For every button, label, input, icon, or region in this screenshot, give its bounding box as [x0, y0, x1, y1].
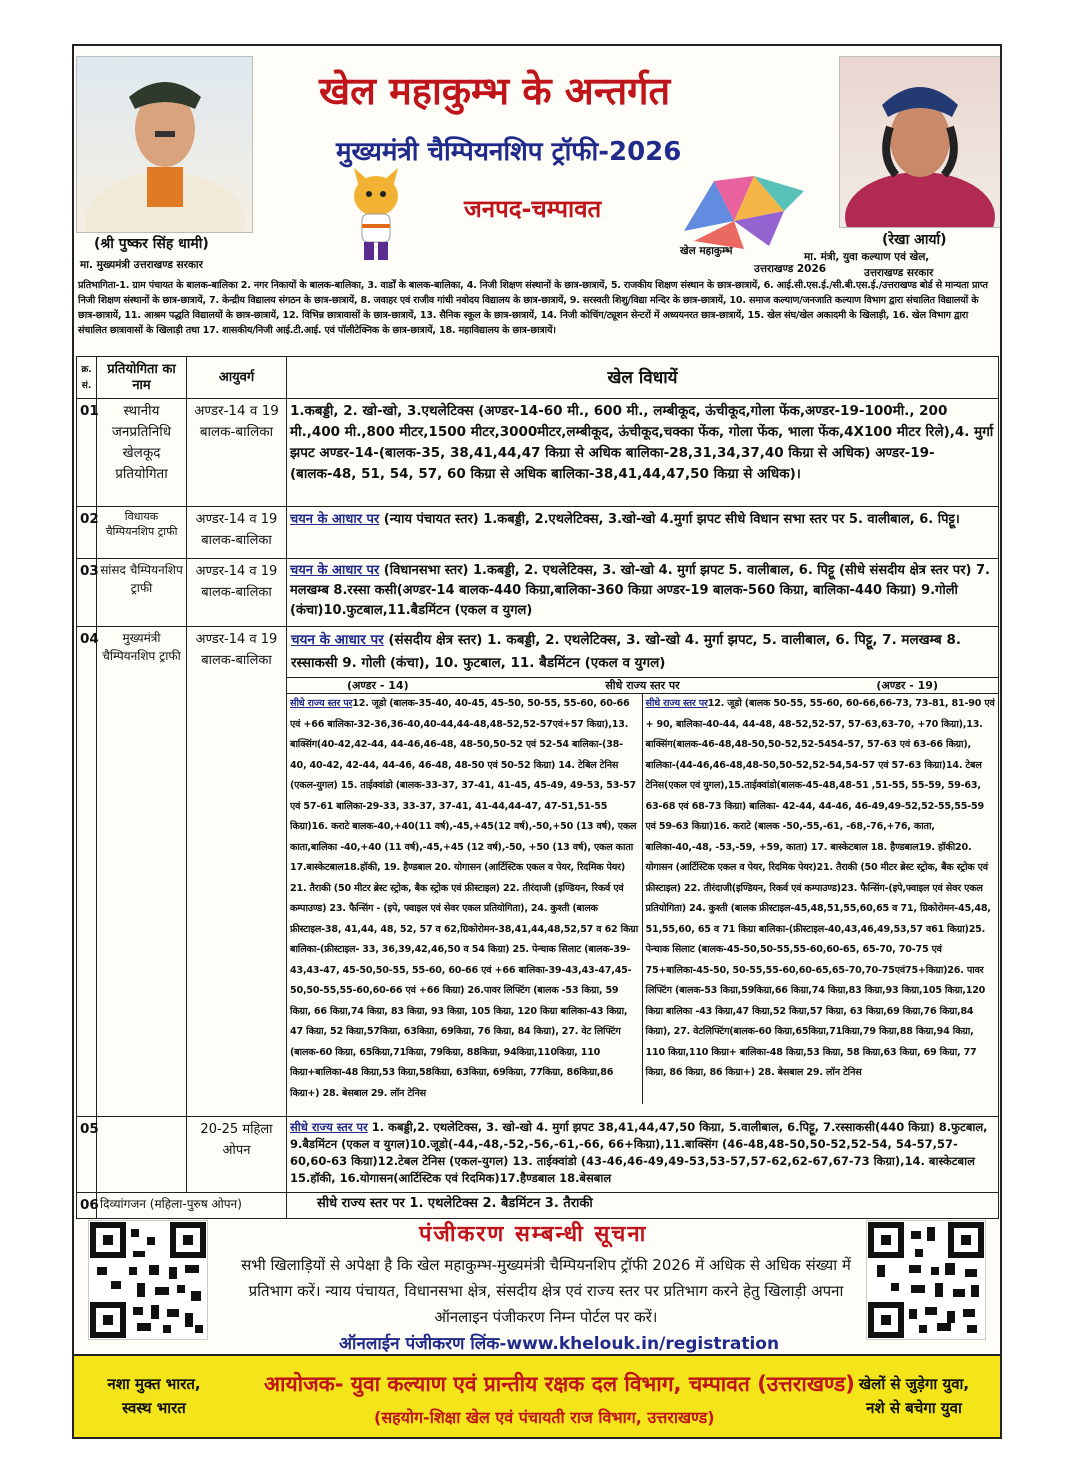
right-person-designation-2: उत्तराखण्ड सरकार — [864, 267, 934, 279]
events-lead: सीधे राज्य स्तर पर — [290, 1120, 368, 1134]
header-sno: क्र. सं. — [77, 357, 97, 399]
row-events — [287, 627, 999, 1117]
header-competition: प्रतियोगिता का नाम — [97, 357, 187, 399]
row-sno: 06 — [77, 1193, 97, 1219]
row-age: अण्डर-14 व 19 बालक-बालिका — [187, 507, 287, 559]
footer-slogan-left — [84, 1372, 224, 1420]
u19-text: 12. जूडो (बालक 50-55, 55-60, 60-66,66-73, 73-81, 81-90 एवं + 90, बालिका-40-44, 44-48, 48-52,52-57, 57-63,63-70, +70 किग्रा),13. बाक्सिंग(बालक-46-48,48-50,50-52,52-5454-57, 57-63 एवं 63-66 किग्रा), बालिका-(44-46,46-48,48-50,50-52,52-54,54-57 एवं 57-63 किग्रा)14. टेबल टेनिस(एकल एवं युगल),15.ताईक्वांडो(बालक-45-48,48-51 ,51-55, 55-59, 59-63, 63-68 एवं 68-73 किग्रा) बालिका- 42-44, 44-46, 46-49,49-52,52-55,55-59 एवं 59-63 किग्रा)16. कराटे (बालक -50,-55,-61, -68,-76,+76, काता, बालिका-40,-48, -53,-59, +59, काता) 17. बास्केटबाल 18. हैण्डबाल19. हॉकी20. योगासन (आर्टिस्टिक एकल व पेयर, रिदमिक पेयर)21. तैराकी (50 मीटर ब्रेस्ट स्ट्रोक, बैक स्ट्रोक एवं फ्रीस्टाइल) 22. तीरंदाजी(इण्डियन, रिकर्व एवं कम्पाउण्ड)23. फैन्सिंग-(इपे,फ्वाइल एवं सेवर एकल प्रतियोगिता) 24. कुश्ती (बालक फ्रीस्टाइल-45,48,51,55,60,65 व 71, ग्रिकोरोमन-45,48, 51,55,60, 65 व 71 किग्रा बालिका-(फ्रीस्टाइल-40,43,46,49,53,57 व61 किग्रा)25. पेन्चाक सिलाट (बालक-45-50,50-55,55-60,60-65, 65-70, 70-75 एवं 75+बालिका-45-50, 50-55,55-60,60-65,65-70,70-75एवं75+किग्रा)26. पावर लिफ्टिंग (बालक-53 किग्रा,59किग्रा,66 किग्रा,74 किग्रा,83 किग्रा,93 किग्रा,105 किग्रा,120 किग्रा बालिका -43 किग्रा,47 किग्रा,52 किग्रा,57 किग्रा, 63 किग्रा,69 किग्रा,76 किग्रा,84 किग्रा), 27. वेटलिफ्टिंग(बालक-60 किग्रा,65किग्रा,71किग्रा,79 किग्रा,88 किग्रा,94 किग्रा, 110 किग्रा,110 किग्रा+ बालिका-48 किग्रा,53 किग्रा, 58 किग्रा,63 किग्रा, 69 किग्रा, 77 किग्रा, 86 किग्रा, 86 किग्रा+) 28. बेसबाल 29. लॉन टेनिस — [645, 698, 995, 1078]
row-age: अण्डर-14 व 19 बालक-बालिका — [187, 627, 287, 1117]
sub-header — [287, 677, 998, 693]
row-age: अण्डर-14 व 19 बालक-बालिका — [187, 399, 287, 507]
events-text: 1. कबड्डी,2. एथलेटिक्स, 3. खो-खो 4. मुर्गा झपट 38,41,44,47,50 किग्रा, 5.वालीबाल, 6.पिट्टू, 7.रस्साकसी(440 किग्रा) 8.फुटबाल, 9.बैडमिंटन (एकल व युगल)10.जूडो(-44,-48,-52,-56,-61,-66, 66+किग्रा),11.बाक्सिंग (46-48,48-50,50-52,52-54, 54-57,57-60,60-63 किग्रा)12.टेबल टेनिस (एकल-युगल) 13. ताईक्वांडो (43-46,46-49,49-53,53-57,57-62,62-67,67-73 किग्रा),14. बास्केटबाल 15.हॉकी, 16.योगासन(आर्टिस्टिक एवं रिदमिक)17.हैण्डबाल 18.बेसबाल — [290, 1120, 988, 1185]
logo-text: खेल महाकुम्भ — [680, 245, 733, 257]
eligibility-text: प्रतिभागिता-1. ग्राम पंचायत के बालक-बालिका 2. नगर निकायों के बालक-बालिका, 3. वार्डों के बालक-बालिका, 4. निजी शिक्षण संस्थानों के छात्र-छात्रायें, 5. राजकीय शिक्षण संस्थान के छात्र-छात्रायें, 6. आई.सी.एस.ई./सी.बी.एस.ई./उत्तराखण्ड बोर्ड से मान्यता प्राप्त निजी शिक्षण संस्थानों के छात्र-छात्रायें, 7. केन्द्रीय विद्यालय संगठन के छात्र-छात्रायें, 8. जवाहर एवं राजीव गांधी नवोदय विद्यालय के छात्र-छात्रायें, 9. सरस्वती शिशु/विद्या मन्दिर के छात्र-छात्रायें, 10. समाज कल्याण/जनजाति कल्याण विभाग द्वारा संचालित विद्यालयों के छात्र-छात्रायें, 11. आश्रम पद्धति विद्यालयों के छात्र-छात्रायें, 12. विभिन्न छात्रावासों के छात्र-छात्रायें, 13. सैनिक स्कूल के छात्र-छात्रायें, 14. निजी कोचिंग/ट्यूशन सेन्टरों में अध्ययनरत छात्र-छात्रायें, 15. खेल संघ/खेल अकादमी के खिलाड़ी, 16. खेल विभाग द्वारा संचालित छात्रावासों के खिलाड़ी तथा 17. शासकीय/निजी आई.टी.आई. एवं पॉलीटेक्निक के छात्र-छात्रायें, 18. महाविद्यालय के छात्र-छात्रायें। — [78, 280, 988, 336]
table-row — [77, 399, 999, 507]
page-title: खेल महाकुम्भ के अन्तर्गत — [319, 68, 671, 113]
u14-lead: सीधे राज्य स्तर पर — [290, 698, 353, 709]
row-events — [287, 559, 999, 627]
sub-header-u14: (अण्डर - 14) — [347, 679, 409, 692]
row-sno: 01 — [77, 399, 97, 507]
person-illustration-right — [840, 57, 1000, 227]
u19-lead: सीधे राज्य स्तर पर — [645, 698, 708, 709]
u14-events — [287, 694, 643, 1104]
mascot-icon — [336, 166, 416, 266]
row-competition: सांसद चैम्पियनशिप ट्राफी — [97, 559, 187, 627]
table-row — [77, 559, 999, 627]
qr-code-right-icon[interactable] — [866, 1220, 986, 1340]
events-text: (संसदीय क्षेत्र स्तर) 1. कबड्डी, 2. एथलेटिक्स, 3. खो-खो 4. मुर्गा झपट, 5. वालीबाल, 6. पिट्टू, 7. मलखम्ब 8. रस्साकसी 9. गोली (कंचा), 10. फुटबाल, 11. बैडमिंटन (एकल व युगल) — [291, 632, 961, 671]
events-lead: चयन के आधार पर — [290, 512, 380, 527]
registration-title: पंजीकरण सम्बन्धी सूचना — [419, 1222, 648, 1247]
right-person-name: (रेखा आर्या) — [882, 232, 947, 248]
footer-slogan-left-line1: नशा मुक्त भारत, — [107, 1375, 201, 1393]
khel-mahakumbh-logo-icon — [674, 171, 814, 251]
table-row — [77, 1117, 999, 1193]
table-header-row — [77, 357, 999, 399]
qr-code-left-icon[interactable] — [88, 1220, 208, 1340]
table-row — [77, 507, 999, 559]
table-row — [77, 1193, 999, 1219]
logo-subtext: उत्तराखण्ड 2026 — [754, 263, 827, 275]
events-table — [76, 356, 999, 1219]
row-age: 20-25 महिला ओपन — [187, 1117, 287, 1193]
left-portrait — [76, 56, 253, 233]
events-lead: चयन के आधार पर — [291, 632, 384, 648]
sub-header-direct: सीधे राज्य स्तर पर — [605, 679, 680, 692]
row-events: 1.कबड्डी, 2. खो-खो, 3.एथलेटिक्स (अण्डर-14-60 मी., 600 मी., लम्बीकूद, ऊंचीकूद,गोला फेंक,अण्डर-19-100मी., 200 मी.,400 मी.,800 मीटर,1500 मीटर,3000मीटर,लम्बीकूद, ऊंचीकूद,चक्का फेंक, गोला फेंक, भाला फेंक,4X100 मीटर रिले),4. मुर्गा झपट अण्डर-14-(बालक-35, 38,41,44,47 किग्रा से अधिक बालिका-28,31,34,37,40 किग्रा से अधिक) अण्डर-19-(बालक-48, 51, 54, 57, 60 किग्रा से अधिक बालिका-38,41,44,47,50 किग्रा से अधिक)। — [287, 399, 999, 507]
u19-events — [643, 694, 999, 1104]
row-competition: स्थानीय जनप्रतिनिधि खेलकूद प्रतियोगिता — [97, 399, 187, 507]
footer-slogan-left-line2: स्वस्थ भारत — [122, 1399, 186, 1417]
footer-organizer: आयोजक- युवा कल्याण एवं प्रान्तीय रक्षक दल विभाग, चम्पावत (उत्तराखण्ड) — [264, 1372, 855, 1396]
left-person-name: (श्री पुष्कर सिंह धामी) — [94, 236, 209, 252]
events-text: (विधानसभा स्तर) 1.कबड्डी, 2. एथलेटिक्स, 3. खो-खो 4. मुर्गा झपट 5. वालीबाल, 6. पिट्टू (सीधे संसदीय क्षेत्र स्तर पर) 7. मलखम्ब 8.रस्सा कसी(अण्डर-14 बालक-440 किग्रा,बालिका-360 किग्रा अण्डर-19 बालक-560 किग्रा, बालिका-440 किग्रा) 9.गोली (कंचा)10.फुटबाल,11.बैडमिंटन (एकल व युगल) — [290, 563, 990, 618]
table-row — [77, 627, 999, 1117]
row-competition: दिव्यांगजन (महिला-पुरुष ओपन) — [97, 1193, 287, 1219]
footer-slogan-right — [834, 1372, 994, 1420]
footer-bar — [74, 1354, 1000, 1439]
registration-text: सभी खिलाड़ियों से अपेक्षा है कि खेल महाकुम्भ-मुख्यमंत्री चैम्पियनशिप ट्रॉफी 2026 में अधिक से अधिक संख्या में प्रतिभाग करें। न्याय पंचायत, विधानसभा क्षेत्र, संसदीय क्षेत्र एवं राज्य स्तर पर प्रतिभाग करने हेतु खिलाड़ी अपना ऑनलाइन पंजीकरण निम्न पोर्टल पर करें। — [241, 1256, 851, 1326]
row-sno: 02 — [77, 507, 97, 559]
right-person-designation: मा. मंत्री, युवा कल्याण एवं खेल, — [804, 251, 930, 263]
header-age: आयुवर्ग — [187, 357, 287, 399]
events-text: (न्याय पंचायत स्तर) 1.कबड्डी, 2.एथलेटिक्स, 3.खो-खो 4.मुर्गा झपट सीधे विधान सभा स्तर पर 5. वालीबाल, 6. पिट्टू। — [379, 512, 960, 527]
row-competition: विधायक चैम्पियनशिप ट्राफी — [97, 507, 187, 559]
left-person-designation: मा. मुख्यमंत्री उत्तराखण्ड सरकार — [80, 259, 203, 271]
page-subtitle: मुख्यमंत्री चैम्पियनशिप ट्रॉफी-2026 — [336, 137, 682, 167]
row-events: सीधे राज्य स्तर पर 1. एथलेटिक्स 2. बैडमिंटन 3. तैराकी — [287, 1193, 999, 1219]
events-lead: चयन के आधार पर — [290, 563, 380, 578]
registration-link[interactable]: ऑनलाईन पंजीकरण लिंक-www.khelouk.in/registration — [339, 1334, 780, 1354]
footer-support: (सहयोग-शिक्षा खेल एवं पंचायती राज विभाग, उत्तराखण्ड) — [374, 1408, 715, 1427]
person-illustration-left — [77, 57, 252, 232]
row-age: अण्डर-14 व 19 बालक-बालिका — [187, 559, 287, 627]
row-events — [287, 1117, 999, 1193]
row-competition — [97, 1117, 187, 1193]
sub-columns — [287, 693, 998, 1104]
u14-text: 12. जूडो (बालक-35-40, 40-45, 45-50, 50-55, 55-60, 60-66 एवं +66 बालिका-32-36,36-40,40-44,44-48,48-52,52-57एवं+57 किग्रा),13. बाक्सिंग(40-42,42-44, 44-46,46-48, 48-50,50-52 एवं 52-54 बालिका-(38-40, 40-42, 42-44, 44-46, 46-48, 48-50 एवं 50-52 किग्रा) 14. टेबिल टेनिस (एकल-युगल) 15. ताईक्वांडो (बालक-33-37, 37-41, 41-45, 45-49, 49-53, 53-57 एवं 57-61 बालिका-29-33, 33-37, 37-41, 41-44,44-47, 47-51,51-55 किग्रा)16. कराटे बालक-40,+40(11 वर्ष),-45,+45(12 वर्ष),-50,+50 (13 वर्ष), एकल काता,बालिका -40,+40 (11 वर्ष),-45,+45 (12 वर्ष),-50, +50 (13 वर्ष), एकल काता 17.बास्केटबाल18.हॉकी, 19. हैण्डबाल 20. योगासन (आर्टिस्टिक एकल व पेयर, रिदमिक पेयर) 21. तैराकी (50 मीटर ब्रेस्ट स्ट्रोक, बैक स्ट्रोक एवं फ्रीस्टाइल) 22. तीरंदाजी (इण्डियन, रिकर्व एवं कम्पाउण्ड) 23. फैन्सिंग - (इपे, फ्वाइल एवं सेवर एकल प्रतियोगिता), 24. कुश्ती (बालक फ्रीस्टाइल-38, 41,44, 48, 52, 57 व 62,ग्रिकोरोमन-38,41,44,48,52,57 व 62 किग्रा बालिका-(फ्रीस्टाइल- 33, 36,39,42,46,50 व 54 किग्रा) 25. पेन्चाक सिलाट (बालक-39-43,43-47, 45-50,50-55, 55-60, 60-66 एवं +66 बालिका-39-43,43-47,45-50,50-55,55-60,60-66 एवं +66 किग्रा) 26.पावर लिफ्टिंग (बालक -53 किग्रा, 59 किग्रा, 66 किग्रा,74 किग्रा, 83 किग्रा, 93 किग्रा, 105 किग्रा, 120 किग्रा बालिका-43 किग्रा, 47 किग्रा, 52 किग्रा,57किग्रा, 63किग्रा, 69किग्रा, 76 किग्रा, 84 किग्रा), 27. वेट लिफ्टिंग (बालक-60 किग्रा, 65किग्रा,71किग्रा, 79किग्रा, 88किग्रा, 94किग्रा,110किग्रा, 110 किग्रा+बालिका-48 किग्रा,53 किग्रा,58किग्रा, 63किग्रा, 69किग्रा, 77किग्रा, 86किग्रा,86 किग्रा+) 28. बेसबाल 29. लॉन टेनिस — [290, 698, 639, 1099]
row-events — [287, 507, 999, 559]
row-sno: 03 — [77, 559, 97, 627]
sub-header-u19: (अण्डर - 19) — [876, 679, 938, 692]
footer-slogan-right-line1: खेलों से जुड़ेगा युवा, — [858, 1375, 970, 1393]
right-portrait — [839, 56, 1001, 228]
row-competition: मुख्यमंत्री चैम्पियनशिप ट्राफी — [97, 627, 187, 1117]
footer-slogan-right-line2: नशे से बचेगा युवा — [866, 1399, 962, 1417]
header-events: खेल विधायें — [287, 357, 999, 399]
row-sno: 04 — [77, 627, 97, 1117]
poster — [72, 44, 1002, 1439]
district-title: जनपद-चम्पावत — [464, 195, 602, 223]
row-sno: 05 — [77, 1117, 97, 1193]
